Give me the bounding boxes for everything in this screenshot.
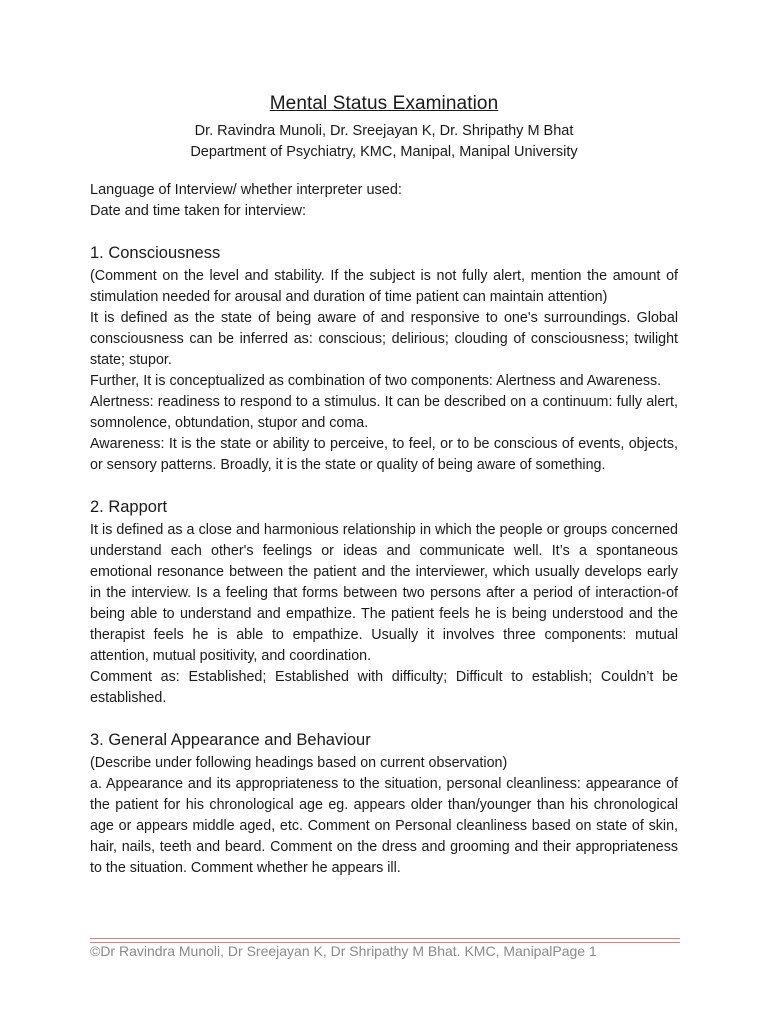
authors-line: Dr. Ravindra Munoli, Dr. Sreejayan K, Dr. Shripathy M Bhat	[194, 123, 574, 139]
page-title: Mental Status Examination	[269, 93, 499, 114]
date-line: Date and time taken for interview:	[90, 203, 306, 219]
section-rapport	[90, 496, 678, 709]
language-line: Language of Interview/ whether interpreter used:	[90, 182, 402, 198]
section-heading: 2. Rapport	[90, 498, 168, 516]
section-consciousness	[90, 242, 678, 476]
interview-meta	[90, 180, 678, 222]
department-line: Department of Psychiatry, KMC, Manipal, Manipal University	[190, 144, 578, 160]
paragraph: Awareness: It is the state or ability to perceive, to feel, or to be conscious of events, objects, or sensory patterns. Broadly, it is the state or quality of being aware of something.	[90, 436, 678, 473]
section-heading: 1. Consciousness	[90, 244, 221, 262]
section-heading: 3. General Appearance and Behaviour	[90, 731, 371, 749]
paragraph: Comment as: Established; Established with difficulty; Difficult to establish; Couldn’t be established.	[90, 669, 678, 706]
paragraph: Alertness: readiness to respond to a stimulus. It can be described on a continuum: fully alert, somnolence, obtundation, stupor and coma.	[90, 394, 678, 431]
section-general-appearance	[90, 729, 678, 879]
page-footer: ©Dr Ravindra Munoli, Dr Sreejayan K, Dr Shripathy M Bhat. KMC, ManipalPage 1	[90, 943, 597, 959]
paragraph: (Comment on the level and stability. If the subject is not fully alert, mention the amount of stimulation needed for arousal and duration of time patient can maintain attention)	[90, 268, 678, 305]
paragraph: It is defined as a close and harmonious relationship in which the people or groups concerned understand each other's feelings or ideas and communicate well. It’s a spontaneous emotional resonance between the patient and the interviewer, which usually develops early in the interview. Is a feeling that forms between two persons after a period of interaction-of being able to understand and empathize. The patient feels he is being understood and the therapist feels he is able to empathize. Usually it involves three components: mutual attention, mutual positivity, and coordination.	[90, 522, 678, 664]
paragraph: (Describe under following headings based on current observation)	[90, 755, 508, 771]
page-content	[90, 93, 678, 879]
paragraph: a. Appearance and its appropriateness to the situation, personal cleanliness: appearance of the patient for his chronological age eg. appears older than/younger than his chronological age or appears middle aged, etc. Comment on Personal cleanliness based on state of skin, hair, nails, teeth and beard. Comment on the dress and grooming and their appropriateness to the situation. Comment whether he appears ill.	[90, 776, 678, 876]
paragraph: It is defined as the state of being aware of and responsive to one's surroundings. Global consciousness can be inferred as: conscious; delirious; clouding of consciousness; twilight state; stupor.	[90, 310, 678, 368]
paragraph: Further, It is conceptualized as combination of two components: Alertness and Awareness.	[90, 373, 662, 389]
